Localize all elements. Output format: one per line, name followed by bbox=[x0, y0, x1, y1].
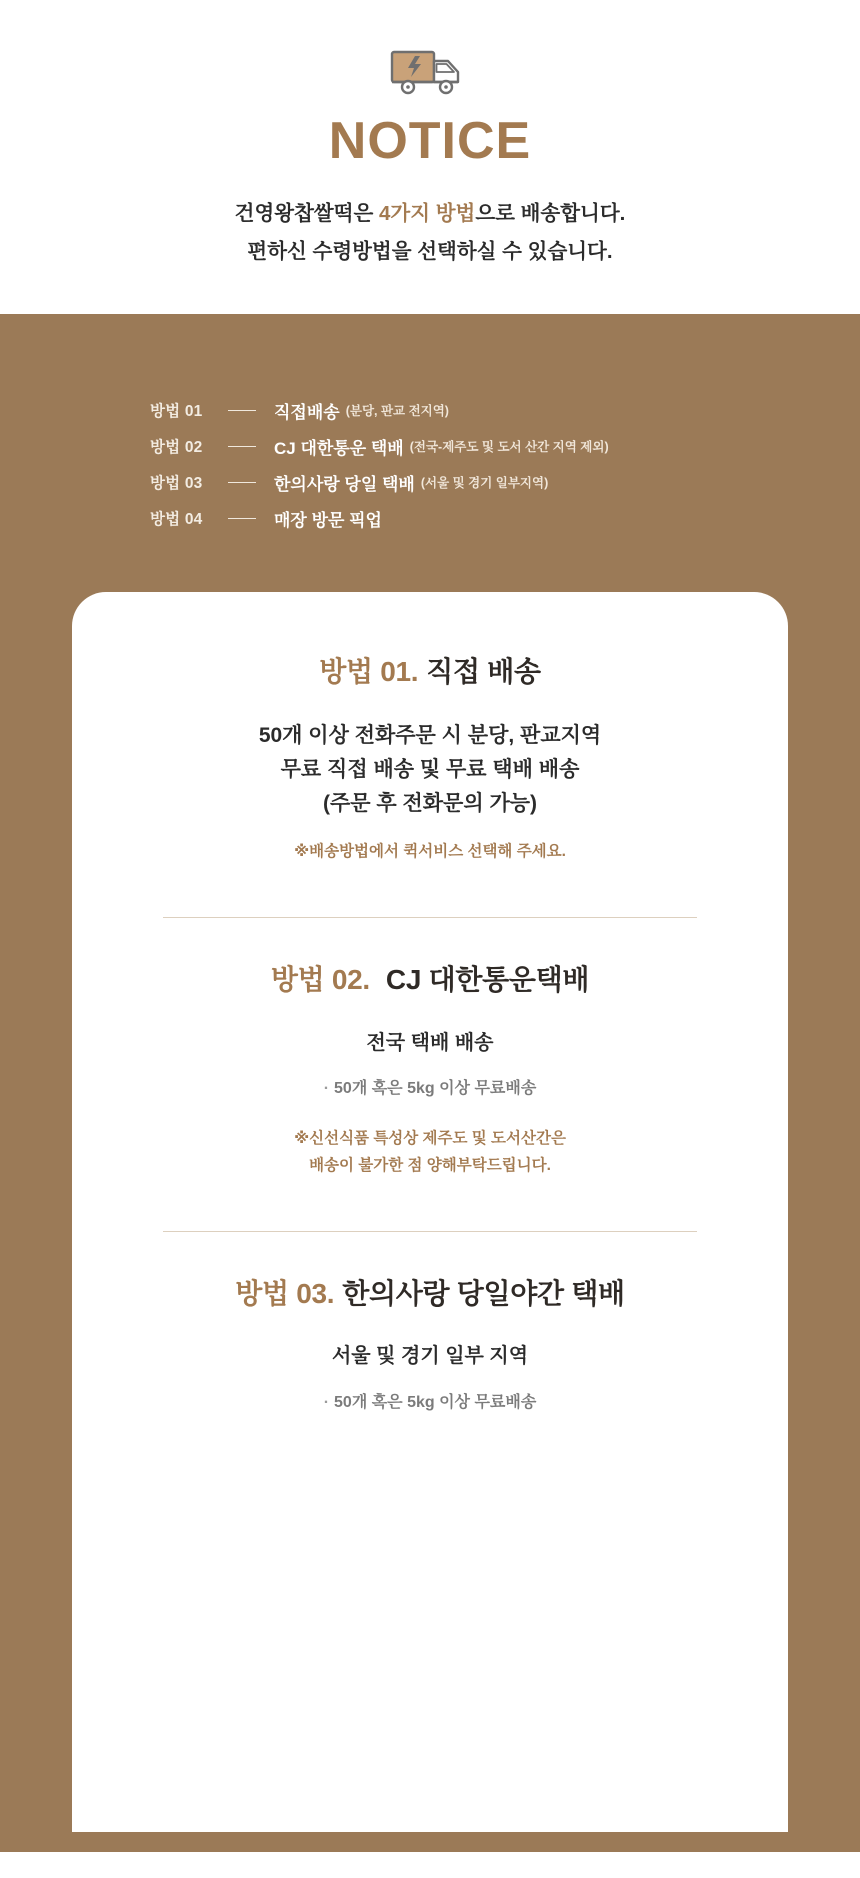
method-block-02-number: 방법 02. bbox=[270, 964, 370, 996]
dash-divider-icon bbox=[228, 446, 256, 448]
method-key: 방법 01 bbox=[150, 403, 203, 421]
header-description bbox=[0, 195, 860, 271]
section-divider bbox=[163, 1231, 697, 1232]
method-block-02-bullet-text: 50개 혹은 5kg 이상 무료배송 bbox=[334, 1080, 537, 1097]
method-block-02-bullet bbox=[120, 1075, 740, 1102]
method-sub: (전국-제주도 및 도서 산간 지역 제외) bbox=[409, 440, 609, 455]
method-sub: (분당, 판교 전지역) bbox=[345, 404, 449, 419]
method-block-02-body: 전국 택배 배송 bbox=[366, 1031, 494, 1054]
method-label: 한의사랑 당일 택배 bbox=[274, 474, 415, 494]
method-key: 방법 03 bbox=[150, 475, 203, 493]
method-key: 방법 04 bbox=[150, 511, 203, 529]
method-block-02-note-line1: ※신선식품 특성상 제주도 및 도서산간은 bbox=[294, 1130, 566, 1148]
method-block-03-bullet-text: 50개 혹은 5kg 이상 무료배송 bbox=[334, 1393, 537, 1411]
method-block-01-number: 방법 01. bbox=[319, 656, 419, 688]
method-key: 방법 02 bbox=[150, 439, 203, 457]
list-item bbox=[150, 428, 710, 464]
method-block-03-body: 서울 및 경기 일부 지역 bbox=[331, 1345, 529, 1368]
method-block-02-note-line2: 배송이 불가한 점 양해부탁드립니다. bbox=[309, 1156, 551, 1174]
header-desc-part-b: 으로 배송합니다. bbox=[475, 201, 626, 225]
method-block-01-line3: (주문 후 전화문의 가능) bbox=[322, 791, 538, 815]
method-block-02-note bbox=[120, 1126, 740, 1179]
method-label: CJ 대한통운 택배 bbox=[274, 438, 404, 458]
method-block-01 bbox=[120, 654, 740, 871]
method-sub: (서울 및 경기 일부지역) bbox=[420, 476, 549, 491]
method-label: 매장 방문 픽업 bbox=[274, 510, 382, 530]
method-block-03-bullet bbox=[120, 1389, 740, 1416]
method-block-01-line1: 50개 이상 전화주문 시 분당, 판교지역 bbox=[258, 723, 602, 747]
dash-divider-icon bbox=[228, 482, 256, 484]
method-block-01-title: 직접 배송 bbox=[426, 656, 541, 688]
header-desc-line2: 편하신 수령방법을 선택하실 수 있습니다. bbox=[247, 239, 613, 263]
method-label: 직접배송 bbox=[274, 402, 340, 422]
bullet-dot-icon: · bbox=[323, 1080, 330, 1097]
method-block-02 bbox=[120, 962, 740, 1185]
list-item bbox=[150, 500, 710, 536]
method-block-03-number: 방법 03. bbox=[235, 1277, 335, 1309]
method-block-02-title: CJ 대한통운택배 bbox=[385, 964, 590, 996]
dash-divider-icon bbox=[228, 518, 256, 520]
method-block-01-heading bbox=[120, 654, 740, 690]
method-block-01-body bbox=[120, 719, 740, 821]
list-item bbox=[150, 392, 710, 428]
dash-divider-icon bbox=[228, 410, 256, 412]
bullet-dot-icon: · bbox=[323, 1393, 330, 1411]
header-desc-part-a: 건영왕찹쌀떡은 bbox=[234, 201, 379, 225]
method-block-01-line2: 무료 직접 배송 및 무료 택배 배송 bbox=[280, 757, 580, 781]
header-desc-accent: 4가지 방법 bbox=[379, 201, 476, 225]
list-item bbox=[150, 464, 710, 500]
delivery-methods-list bbox=[150, 392, 710, 536]
method-block-03 bbox=[120, 1276, 740, 1432]
notice-header bbox=[0, 0, 860, 314]
delivery-methods-band bbox=[0, 314, 860, 1852]
method-block-03-heading bbox=[120, 1276, 740, 1312]
delivery-detail-card bbox=[72, 592, 788, 1832]
method-block-02-heading bbox=[120, 962, 740, 998]
header-desc-line1 bbox=[235, 202, 626, 225]
delivery-truck-icon bbox=[0, 42, 860, 100]
section-divider bbox=[163, 917, 697, 918]
method-block-01-note: ※배송방법에서 퀵서비스 선택해 주세요. bbox=[294, 842, 566, 860]
page-title: NOTICE bbox=[328, 112, 532, 170]
method-block-03-title: 한의사랑 당일야간 택배 bbox=[342, 1277, 625, 1309]
